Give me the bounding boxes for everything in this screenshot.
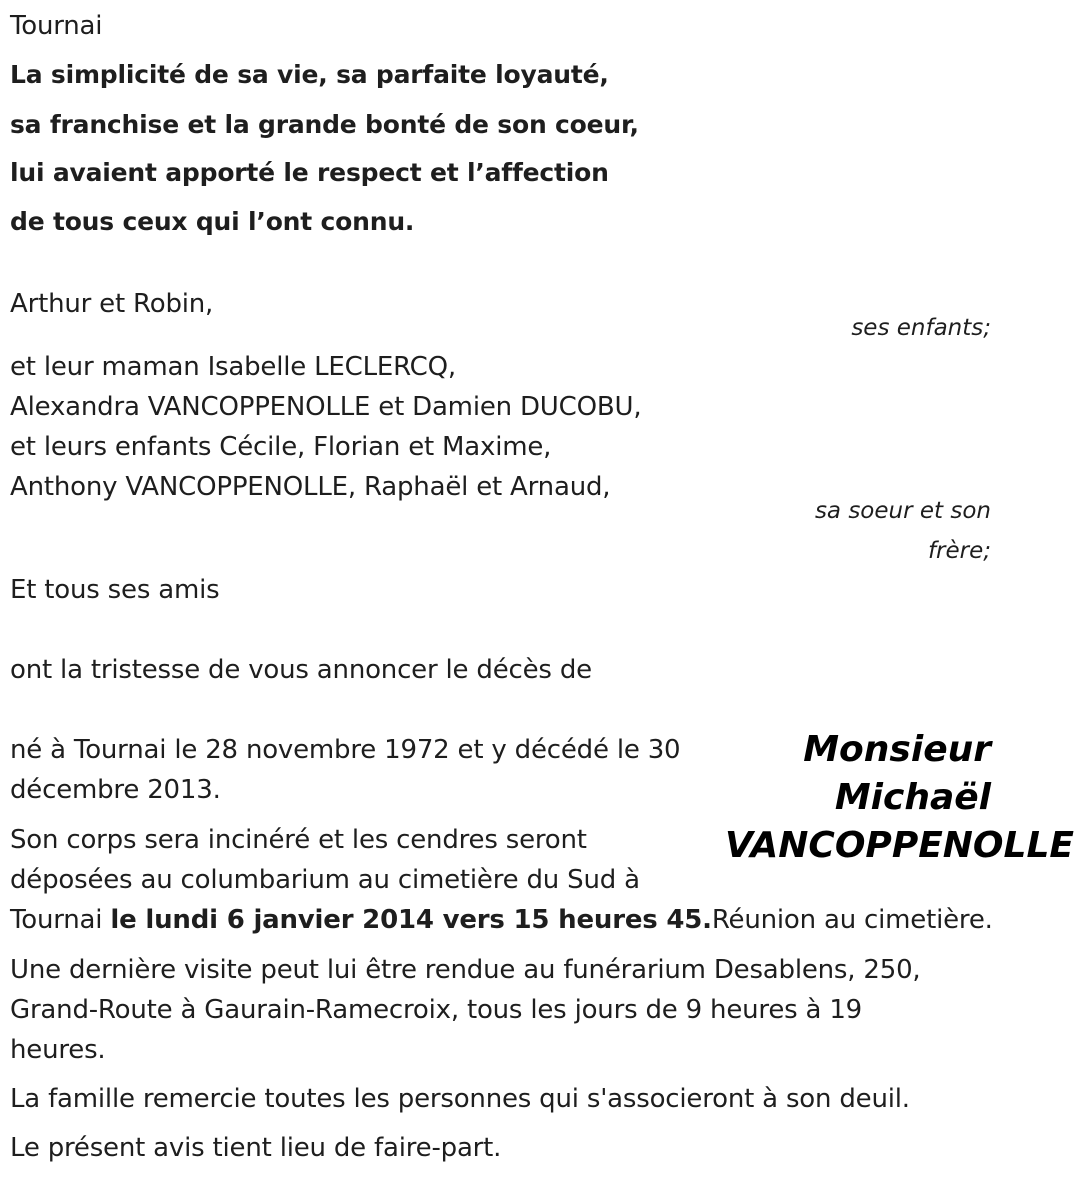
ceremony-line: déposées au columbarium au cimetière du Sud à — [10, 865, 640, 895]
family-line: et leur maman Isabelle LECLERCQ, — [10, 352, 456, 382]
visit-line: Une dernière visite peut lui être rendue au funérarium Desablens, 250, — [10, 955, 921, 985]
siblings-role: frère; — [927, 538, 991, 564]
deceased-first-name: Michaël — [834, 777, 991, 818]
ceremony-prefix: Tournai — [10, 905, 111, 935]
deceased-last-name: VANCOPPENOLLE — [725, 825, 1074, 866]
location: Tournai — [10, 11, 103, 41]
quote-line: lui avaient apporté le respect et l’affection — [10, 158, 609, 187]
quote-line: de tous ceux qui l’ont connu. — [10, 207, 415, 236]
siblings-role: sa soeur et son — [814, 498, 991, 524]
quote-line: La simplicité de sa vie, sa parfaite loyauté, — [10, 60, 609, 89]
ceremony-date: le lundi 6 janvier 2014 vers 15 heures 45. — [110, 905, 712, 935]
family-line: Alexandra VANCOPPENOLLE et Damien DUCOBU, — [10, 392, 642, 422]
birth-death-line: décembre 2013. — [10, 775, 221, 805]
ceremony-date-line — [10, 900, 993, 940]
ceremony-line: Son corps sera incinéré et les cendres seront — [10, 825, 587, 855]
friends: Et tous ses amis — [10, 575, 220, 605]
deceased-title: Monsieur — [803, 729, 991, 770]
quote-line: sa franchise et la grande bonté de son coeur, — [10, 110, 639, 139]
family-line: Anthony VANCOPPENOLLE, Raphaël et Arnaud, — [10, 472, 611, 502]
family-line: et leurs enfants Cécile, Florian et Maxime, — [10, 432, 552, 462]
visit-line: heures. — [10, 1035, 106, 1065]
visit-line: Grand-Route à Gaurain-Ramecroix, tous les jours de 9 heures à 19 — [10, 995, 863, 1025]
notice: Le présent avis tient lieu de faire-part. — [10, 1133, 502, 1163]
announcement: ont la tristesse de vous annoncer le décès de — [10, 655, 592, 685]
children: Arthur et Robin, — [10, 289, 214, 319]
ceremony-suffix: Réunion au cimetière. — [711, 905, 993, 935]
children-role: ses enfants; — [851, 315, 991, 341]
thanks: La famille remercie toutes les personnes qui s'associeront à son deuil. — [10, 1084, 910, 1114]
birth-death-line: né à Tournai le 28 novembre 1972 et y décédé le 30 — [10, 735, 681, 765]
